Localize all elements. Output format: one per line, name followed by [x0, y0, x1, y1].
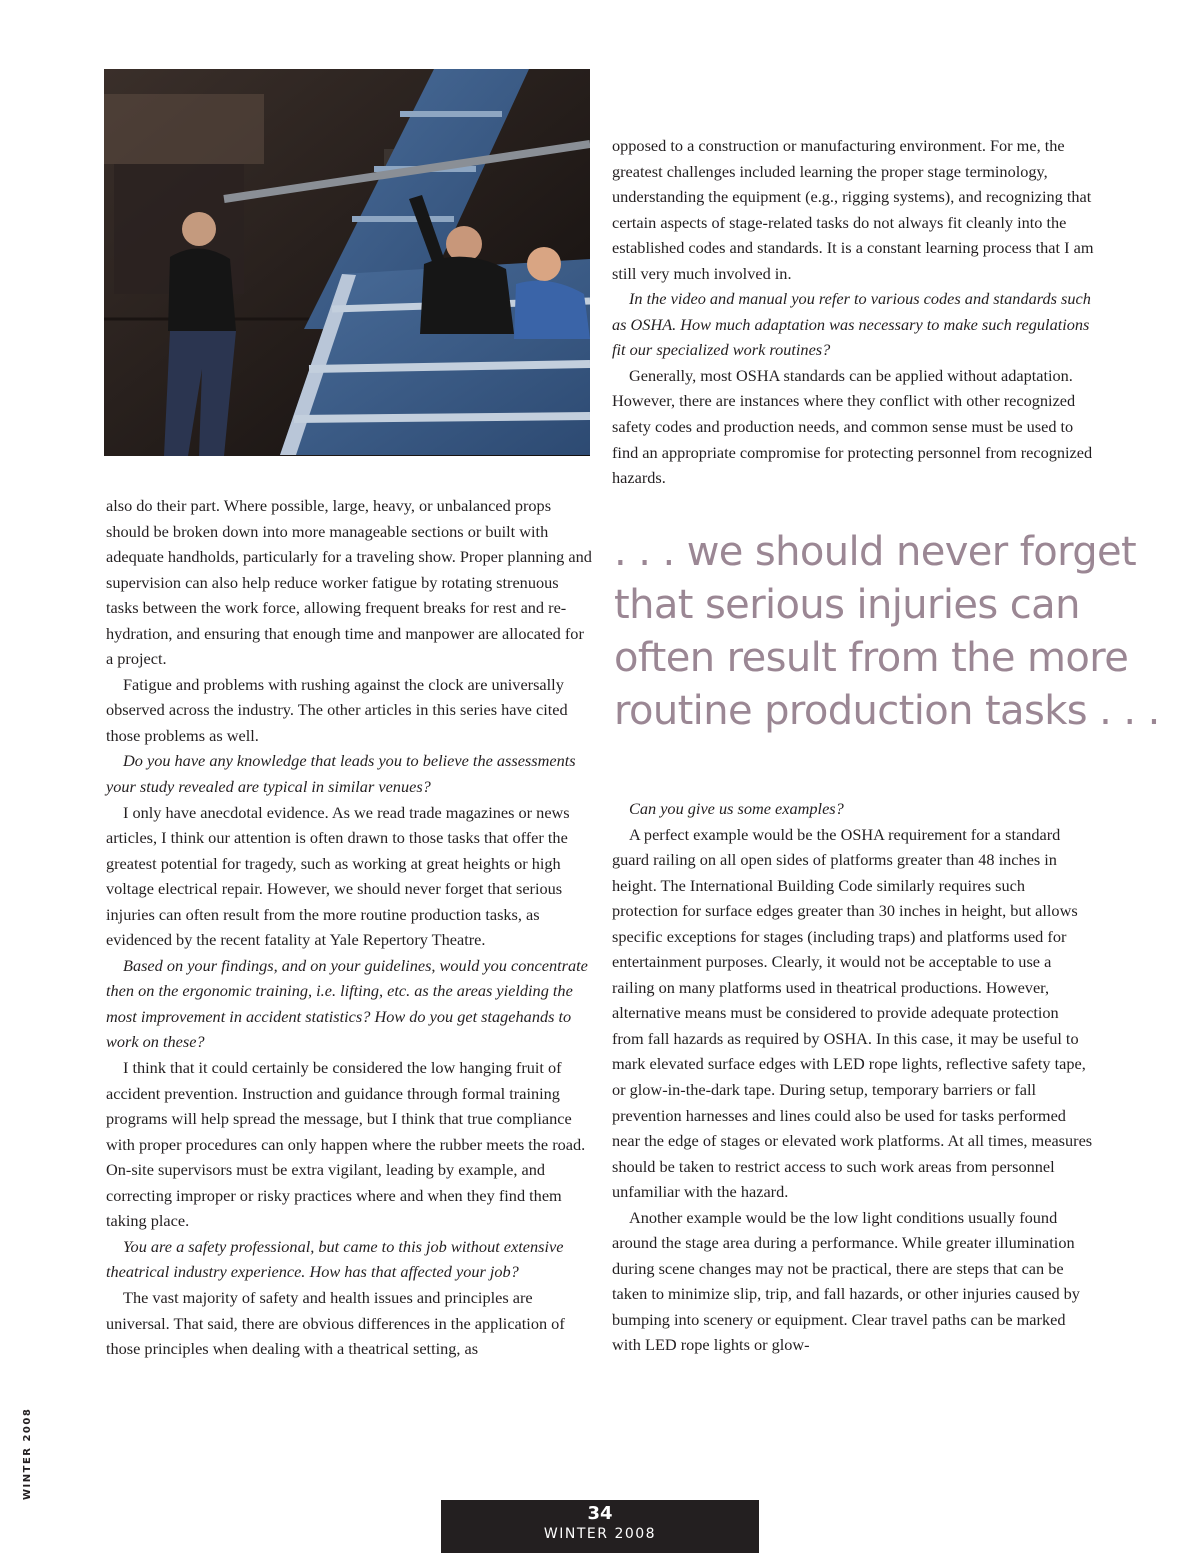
- page-footer: [441, 1500, 759, 1553]
- paragraph: Fatigue and problems with rushing against the clock are universally observed across the industry. The other articles in this series have cited those problems as well.: [106, 674, 568, 745]
- right-column-top: [612, 133, 1094, 491]
- page-number: 34: [587, 1503, 613, 1524]
- right-column-bottom: [612, 796, 1094, 1358]
- paragraph: I only have anecdotal evidence. As we read trade magazines or news articles, I think our attention is often drawn to those tasks that offer the greatest potential for tragedy, such as working at great heights or high voltage electrical repair. However, we should never forget that serious injuries can often result from the more routine production tasks, as evidenced by the recent fatality at Yale Repertory Theatre.: [106, 802, 570, 950]
- photo-stagehands-lifting-scenery: [104, 69, 590, 456]
- interview-question: Do you have any knowledge that leads you to believe the assessments your study revealed are typical in similar venues?: [106, 751, 576, 797]
- paragraph: also do their part. Where possible, large, heavy, or unbalanced props should be broken down into more manageable sections or built with adequate handholds, particularly for a traveling show. Proper planning and supervision can also help reduce worker fatigue by rotating strenuous tasks between the work force, allowing frequent breaks for rest and re-hydration, and ensuring that enough time and manpower are allocated for a project.: [106, 496, 592, 669]
- paragraph: Generally, most OSHA standards can be applied without adaptation. However, there are instances where they conflict with other recognized safety codes and production needs, and common sense must be used to find an appropriate compromise for protecting personnel from recognized hazards.: [612, 365, 1093, 488]
- interview-question: Can you give us some examples?: [629, 799, 844, 818]
- interview-question: You are a safety professional, but came to this job without extensive theatrical industry experience. How has that affected your job?: [106, 1236, 564, 1282]
- paragraph: opposed to a construction or manufacturing environment. For me, the greatest challenges included learning the proper stage terminology, understanding the equipment (e.g., rigging systems), and recognizing that certain aspects of stage-related tasks do not always fit cleanly into the established codes and standards. It is a constant learning process that I am still very much involved in.: [612, 136, 1094, 283]
- left-column: [106, 493, 592, 1362]
- interview-question: Based on your findings, and on your guidelines, would you concentrate then on the ergonomic training, i.e. lifting, etc. as the areas yielding the most improvement in accident statistics? How do you get stagehands to work on these?: [106, 955, 588, 1052]
- paragraph: Another example would be the low light conditions usually found around the stage area during a performance. While greater illumination during scene changes may not be practical, there are steps that can be taken to minimize slip, trip, and fall hazards, or other injuries caused by bumping into scenery or equipment. Clear travel paths can be marked with LED rope lights or glow-: [612, 1207, 1080, 1355]
- issue-season: WINTER 2008: [543, 1526, 657, 1542]
- pull-quote: . . . we should never forget that serious injuries can often result from the more routine production tasks . . .: [614, 529, 1160, 734]
- interview-question: In the video and manual you refer to various codes and standards such as OSHA. How much adaptation was necessary to make such regulations fit our specialized work routines?: [612, 289, 1091, 360]
- side-issue-label: WINTER 2008: [22, 1407, 33, 1500]
- paragraph: I think that it could certainly be considered the low hanging fruit of accident prevention. Instruction and guidance through formal training programs will help spread the message, but I think that true compliance with proper procedures can only happen where the rubber meets the road. On-site supervisors must be extra vigilant, leading by example, and correcting improper or risky practices where and when they find them taking place.: [106, 1058, 586, 1231]
- article-photo: [104, 69, 590, 456]
- paragraph: The vast majority of safety and health issues and principles are universal. That said, there are obvious differences in the application of those principles when dealing with a theatrical setting, as: [106, 1287, 565, 1359]
- paragraph: A perfect example would be the OSHA requirement for a standard guard railing on all open sides of platforms greater than 48 inches in height. The International Building Code similarly requires such protection for surface edges greater than 30 inches in height, but allows specific exceptions for stages (including traps) and platforms used for entertainment purposes. Clearly, it would not be acceptable to use a railing on many platforms used in theatrical productions. However, alternative means must be considered to provide adequate protection from fall hazards as required by OSHA. In this case, it may be useful to mark elevated surface edges with LED rope lights, reflective safety tape, or glow-in-the-dark tape. During setup, temporary barriers or fall prevention harnesses and lines could also be used for tasks performed near the edge of stages or elevated work platforms. At all times, measures should be taken to restrict access to such work areas from personnel unfamiliar with the hazard.: [612, 824, 1093, 1202]
